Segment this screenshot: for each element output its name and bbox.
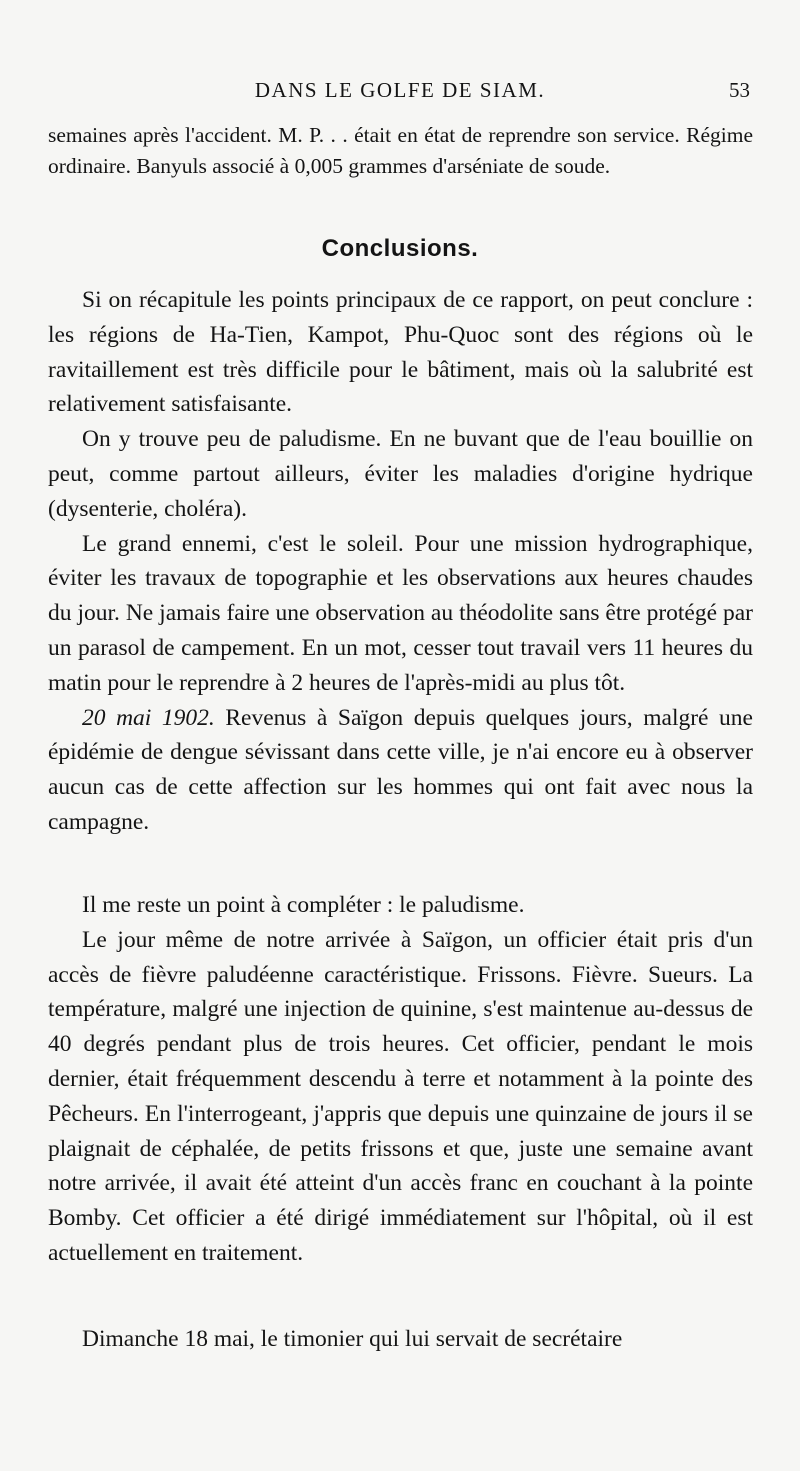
running-title: DANS LE GOLFE DE SIAM. xyxy=(254,78,546,102)
page-number: 53 xyxy=(729,78,750,102)
paragraph-sun: Le grand ennemi, c'est le soleil. Pour une mission hydrographique, éviter les travaux de topographie et les observations aux heures chaudes du jour. Ne jamais faire une observation au théodolite sans être protégé par un parasol de campement. En un mot, cesser tout travail vers 11 heures du matin pour le reprendre à 2 heures de l'après-midi au plus tôt. xyxy=(48,530,753,696)
paragraph-dengue xyxy=(48,701,753,840)
conclusions-body xyxy=(48,283,753,840)
intro-paragraph: semaines après l'accident. M. P. . . était en état de reprendre son service. Régime ordinaire. Banyuls associé à 0,005 grammes d'arséniate de soude. xyxy=(48,123,753,178)
paragraph-salubrity: Si on récapitule les points principaux de ce rapport, on peut conclure : les régions de Ha-Tien, Kampot, Phu-Quoc sont des régions où le ravitaillement est très difficile pour le bâtiment, mais où la salubrité est relativement satisfaisante. xyxy=(48,287,753,418)
paragraph-officer-case: Le jour même de notre arrivée à Saïgon, un officier était pris d'un accès de fièvre paludéenne caractéristique. Frissons. Fièvre. Sueurs. La température, malgré une injection de quinine, s'est maintenue au-dessus de 40 degrés pendant plus de trois heures. Cet officier, pendant le mois dernier, était fréquemment descendu à terre et notamment à la pointe des Pêcheurs. En l'interrogeant, j'appris que depuis une quinzaine de jours il se plaignait de céphalée, de petits frissons et que, juste une semaine avant notre arrivée, il avait été atteint d'un accès franc en couchant à la pointe Bomby. Cet officier a été dirigé immédiatement sur l'hôpital, où il est actuellement en traitement. xyxy=(48,926,753,1266)
paragraph-sunday: Dimanche 18 mai, le timonier qui lui servait de secrétaire xyxy=(82,1326,623,1352)
dengue-text: Revenus à Saïgon depuis quelques jours, malgré une épidémie de dengue sévissant dans cette ville, je n'ai encore eu à observer aucun cas de cette affection sur les hommes qui ont fait avec nous la campagne. xyxy=(48,704,753,835)
paragraph-remaining-point: Il me reste un point à compléter : le paludisme. xyxy=(82,892,525,918)
paragraph-paludisme: On y trouve peu de paludisme. En ne buvant que de l'eau bouillie on peut, comme partout ailleurs, éviter les maladies d'origine hydrique (dysenterie, choléra). xyxy=(48,426,753,522)
remainder-body xyxy=(48,888,753,1271)
running-head xyxy=(0,78,800,108)
dated-entry: 20 mai 1902. xyxy=(82,704,215,731)
section-heading: Conclusions. xyxy=(321,235,479,262)
